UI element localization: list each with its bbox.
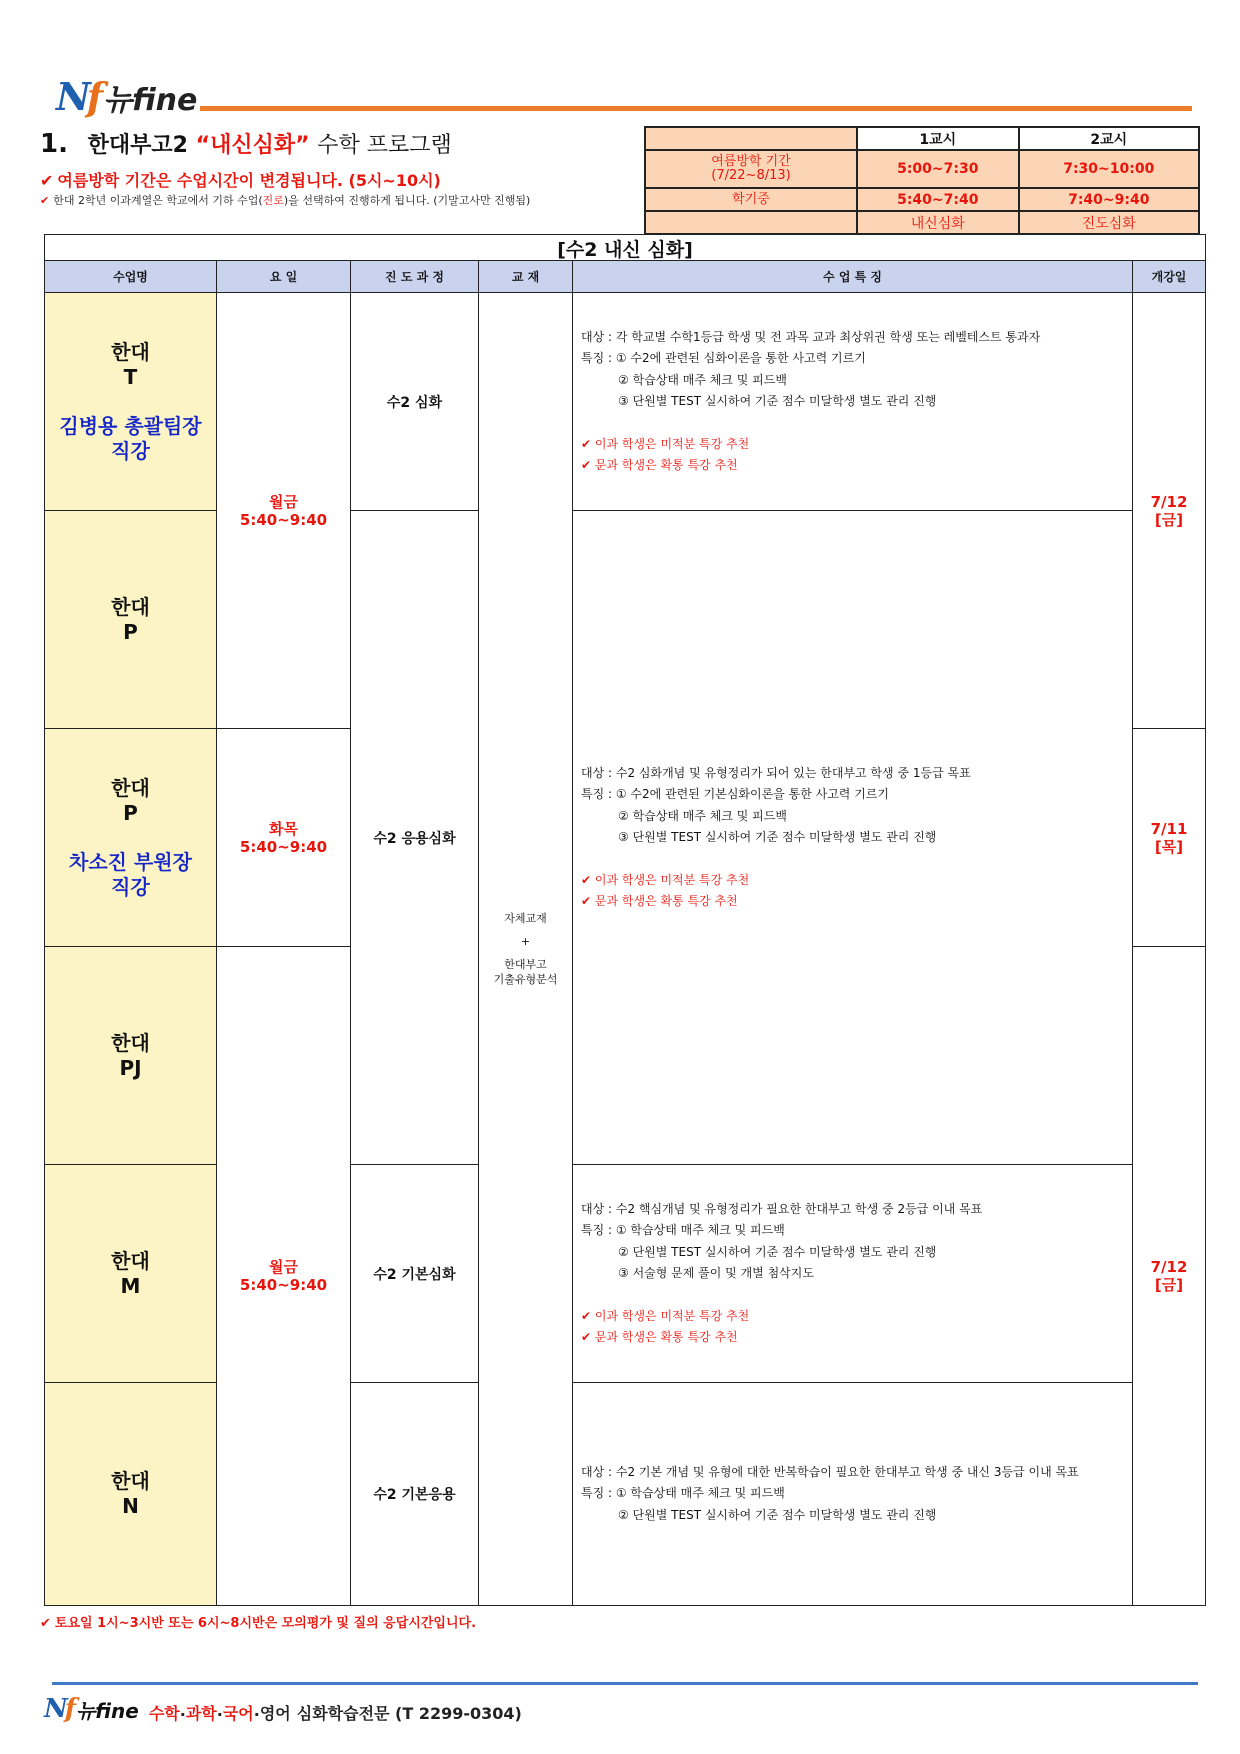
day-cell: 월금 5:40~9:40 [217,293,351,729]
header-divider [200,106,1192,111]
header-features: 수 업 특 징 [573,261,1133,293]
title-suffix: 수학 프로그램 [317,133,452,158]
course-cell: 수2 응용심화 [351,511,479,1165]
feature-cell: 대상 : 수2 기본 개념 및 유형에 대한 반복학습이 필요한 한대부고 학생 중 내신 3등급 이내 목표 특징 : ① 학습상태 매주 체크 및 피드백 ② 단원별 TEST 실시하여 기준 점수 미달학생 별도 관리 진행 [573,1383,1133,1605]
header-day: 요 일 [217,261,351,293]
schedule-value: 5:00~7:30 [857,150,1019,188]
class-table [44,260,1206,1606]
schedule-value: 7:30~10:00 [1019,150,1199,188]
open-date-cell: 7/12 [금] [1150,1258,1188,1294]
schedule-label: 학기중 [645,188,857,211]
feature-cell: 대상 : 수2 심화개념 및 유형정리가 되어 있는 한대부고 학생 중 1등급 목표 특징 : ① 수2에 관련된 기본심화이론을 통한 사고력 기르기 ② 학습상태 매주 체크 및 피드백 ③ 단원별 TEST 실시하여 기준 점수 미달학생 별도 관리 진행 ✔ 이과 학생은 미적분 특강 추천 ✔ 문과 학생은 확통 특강 추천 [573,511,1133,1165]
notice-main: ✔ 여름방학 기간은 수업시간이 변경됩니다. (5시~10시) [40,171,441,190]
class-name-cell: 한대 N [45,1383,217,1605]
title-number: 1. [40,129,68,159]
open-date-cell: 7/11 [목] [1133,729,1205,947]
subject-science: 과학 [185,1704,217,1723]
schedule-col2: 2교시 [1019,127,1199,150]
footer-tagline: 심화학습전문 (T 2299-0304) [296,1704,522,1723]
saturday-notice: ✔ 토요일 1시~3시반 또는 6시~8시반은 모의평가 및 질의 응답시간입니다. [40,1616,477,1631]
footer: Nf 뉴fine 수학 · 과학 · 국어 · 영어 심화학습전문 (T 2299-0304) [44,1694,522,1724]
schedule-value: 7:40~9:40 [1019,188,1199,211]
class-name-cell: 한대 M [45,1165,217,1383]
header-open-date: 개강일 [1133,261,1205,293]
brand-logo [56,74,197,119]
book-cell: 자체교재 + 한대부고 기출유형분석 [479,293,573,1605]
schedule-value: 5:40~7:40 [857,188,1019,211]
class-name-cell: 한대 PJ [45,947,217,1165]
footer-brand: 뉴fine [75,1699,139,1723]
schedule-table [644,126,1200,235]
footer-divider [52,1682,1198,1685]
feature-cell: 대상 : 수2 핵심개념 및 유형정리가 필요한 한대부고 학생 중 2등급 이내 목표 특징 : ① 학습상태 매주 체크 및 피드백 ② 단원별 TEST 실시하여 기준 점수 미달학생 별도 관리 진행 ③ 서술형 문제 풀이 및 개별 첨삭지도 ✔ 이과 학생은 미적분 특강 추천 ✔ 문과 학생은 확통 특강 추천 [573,1165,1133,1383]
schedule-value: 진도심화 [1019,211,1199,234]
day-cell: 월금 5:40~9:40 [217,947,351,1605]
day-cell: 화목 5:40~9:40 [217,729,351,947]
open-date-cell: 7/12 [금] [1133,293,1205,729]
subject-english: 영어 [259,1704,291,1723]
check-icon: ✔ [40,171,54,190]
schedule-corner [645,127,857,150]
footer-logo-mark: Nf [44,1694,73,1724]
title-prefix: 한대부고2 [87,133,188,158]
subject-korean: 국어 [222,1704,254,1723]
subject-math: 수학 [148,1704,180,1723]
class-name-cell: 한대 T 김병용 총괄팀장 직강 [45,293,217,511]
page-title [40,128,452,159]
nf-logo-mark: Nf [56,74,100,119]
table-title: [수2 내신 심화] [44,234,1206,260]
course-cell: 수2 심화 [351,293,479,511]
feature-cell: 대상 : 각 학교별 수학1등급 학생 및 전 과목 교과 최상위권 학생 또는 레벨테스트 통과자 특징 : ① 수2에 관련된 심화이론을 통한 사고력 기르기 ② 학습상태 매주 체크 및 피드백 ③ 단원별 TEST 실시하여 기준 점수 미달학생 별도 관리 진행 ✔ 이과 학생은 미적분 특강 추천 ✔ 문과 학생은 확통 특강 추천 [573,293,1133,511]
check-icon: ✔ [40,1616,51,1631]
class-name-cell: 한대 P 차소진 부원장 직강 [45,729,217,947]
title-highlight: “내신심화” [195,133,310,158]
course-cell: 수2 기본응용 [351,1383,479,1605]
schedule-col1: 1교시 [857,127,1019,150]
course-cell: 수2 기본심화 [351,1165,479,1383]
header-course: 진 도 과 정 [351,261,479,293]
schedule-label [645,211,857,234]
check-icon: ✔ [40,194,50,207]
header-class-name: 수업명 [45,261,217,293]
header-book: 교 재 [479,261,573,293]
class-name-cell: 한대 P [45,511,217,729]
schedule-label: 여름방학 기간 (7/22~8/13) [645,150,857,188]
notice-sub: ✔ 한대 2학년 이과계열은 학교에서 기하 수업(진로)을 선택하여 진행하게 됩니다. (기말고사만 진행됨) [40,194,531,207]
logo-text: 뉴fine [103,83,198,118]
schedule-value: 내신심화 [857,211,1019,234]
